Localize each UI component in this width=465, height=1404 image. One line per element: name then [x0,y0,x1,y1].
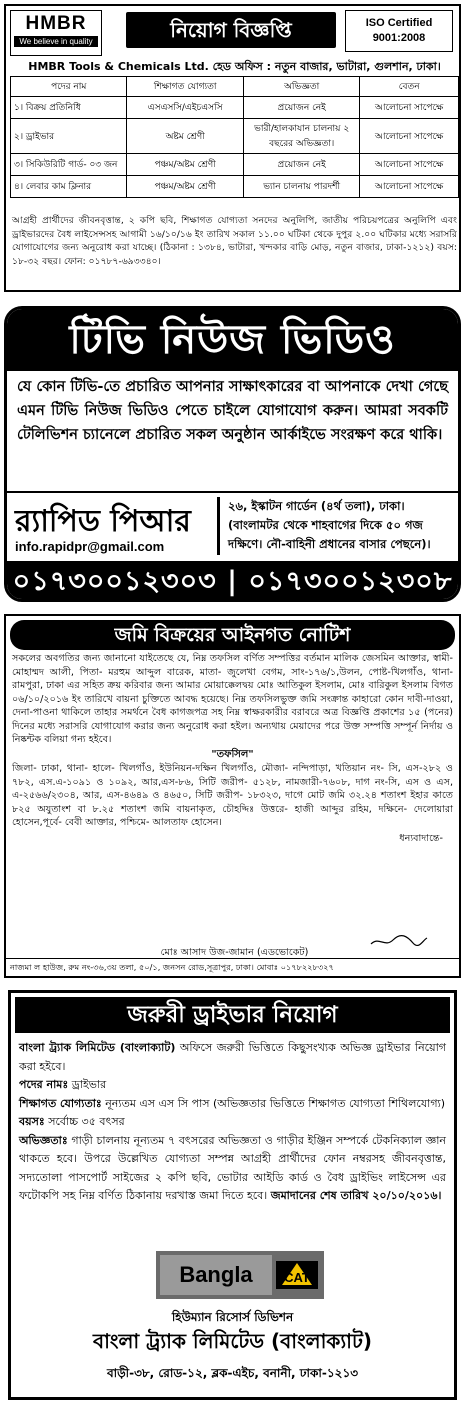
logo-word: Bangla [179,1262,253,1287]
job-table [10,76,459,198]
email-address[interactable]: info.rapidpr@gmail.com [15,539,165,554]
table-cell: ২। ড্রাইভার [11,119,127,154]
land-sale-notice [4,614,461,978]
intro-paragraph [19,1039,446,1076]
table-cell: ১। বিক্রয় প্রতিনিধি [11,97,127,119]
ad2-address: ২৬, ইস্কাটন গার্ডেন (৪র্থ তলা), ঢাকা। (বাংলামটর থেকে শাহবাগের দিকে ৫০ গজ দক্ষিণে। নৌ-বাহিনী প্রধানের বাসার পেছনে)। [217,497,455,555]
age-label: বয়সঃ [19,1115,45,1128]
tv-news-video-ad [4,306,461,602]
table-cell: ৩। সিকিউরিটি গার্ড- ০৩ জন [11,154,127,176]
ad2-body: যে কোন টিভি-তে প্রচারিত আপনার সাক্ষাৎকারের বা আপনাকে দেখা গেছে এমন টিভি নিউজ ভিডিও পেতে চাইলে যোগাযোগ করুন। আমরা সবকটি টেলিভিশন চ্যানেলে প্রচারিত সকল অনুষ্ঠান আর্কাইভে সংরক্ষণ করে থাকি। [17,379,448,443]
table-header-row [11,77,459,97]
hr-division: হিউম্যান রিসোর্স ডিভিশন [171,1310,294,1324]
ad2-title: টিভি নিউজ ভিডিও [7,309,458,371]
table-cell: অষ্টম শ্রেণী [127,119,243,154]
iso-badge [345,10,453,52]
company-name: বাংলা ট্র্যাক লিমিটেড (বাংলাক্যাট) [92,1329,373,1353]
ad3-footer: নাজমা ল হাউজ, রুম নং-৩৬,৩য় তলা, ৫০/১, জনসন রোড,সূত্রাপুর, ঢাকা। মোবাঃ ০১৭৮২২৮৩২৭ [6,958,459,976]
table-cell: ভ্যান চালনায় পারদর্শী [243,176,359,198]
table-row [11,154,459,176]
hmbr-logo [10,10,102,56]
intro-text: অফিসে জরুরী ভিত্তিতে কিছুসংখ্যক অভিজ্ঞ ড্রাইভার নিয়োগ করা হইবে। [19,1041,446,1073]
education-line [19,1095,446,1114]
col-header: অভিজ্ঞতা [243,77,359,97]
col-header: শিক্ষাগত যোগ্যতা [127,77,243,97]
education-value: নূন্যতম এস এস সি পাস (অভিজ্ঞতার ভিত্তিতে শিক্ষাগত যোগ্যতা শিথিলযোগ্য) [101,1096,446,1110]
company-address: বাড়ী-৩৮, রোড-১২, ব্লক-এইচ, বনানী, ঢাকা-১২১৩ [106,1366,359,1380]
table-row [11,119,459,154]
table-row [11,97,459,119]
age-value: সর্বোচ্চ ৩৫ বৎসর [44,1115,125,1128]
col-header: বেতন [360,77,459,97]
col-header: পদের নাম [11,77,127,97]
table-cell: প্রয়োজন নেই [243,154,359,176]
iso-line2: 9001:2008 [372,32,426,44]
table-cell: এসএসসি/এইচএসসি [127,97,243,119]
schedule-paragraph: জিলা- ঢাকা, থানা- হালে- খিলগাঁও, ইউনিয়ন-দক্ষিন খিলগাঁও, মৌজা- নন্দিপাড়া, খতিয়ান নং- সি, এস-২৮২ ও ৭৮২, এস.এ-১০৯১ ও ১০৯২, আর,এস-৮৬, সিটি জরীপ- ৫১২৮, নামজারী-৭৬০৮, দাগ নং-সি, এস ও এস, এ-২৫৬৬/২৩০৪, আর, এস-৪৬৪৯ ও ৪৬৫০, সিটি জরীপ- ১৮৩২৩, দাগে মোট জমি ৩২.২৪ শতাংশ ইহার কাতে ৮২৫ অযুতাংশ বা ৮.২৫ শতাংশ জমি বায়নাকৃত, চৌহদ্দিঃ উত্তরে- হাজী আব্দুর রহিম, দক্ষিনে- দেলোয়ারা হোসেন,পূর্বে- বেবী আক্তার, পশ্চিমে- আলতাফ হোসেন। [12,763,453,828]
post-value: ড্রাইভার [68,1078,107,1091]
deadline: জমাদানের শেষ তারিখ ২০/১০/২০১৬। [270,1189,442,1202]
logo-tagline: We believe in quality [14,36,98,47]
ad2-contact-block [7,491,458,561]
experience-value: গাড়ী চালনায় নূন্যতম ৭ বৎসরের অভিজ্ঞতা ও গাড়ীর ইঞ্জিন সম্পর্কে টেকনিক্যাল জ্ঞান থাকতে হবে। উপরে উল্লেখিত যোগ্যতা সম্পন্ন আগ্রহী প্রার্থীদের ফোন নম্বরসহ জীবনবৃত্তান্ত, সদ্যতোলা পাসপোর্ট সাইজের ২ কপি ছবি, ভোটার আইডি কার্ড ও বৈধ ড্রাইভিং লাইসেন্স এর ফটোকপি সহ নিম্ন বর্ণিত ঠিকানায় দরখাস্ত জমা দিতে হবে। [19,1133,446,1202]
iso-line1: ISO Certified [365,17,433,29]
table-cell: আলোচনা সাপেক্ষে [360,154,459,176]
ad1-body: আগ্রহী প্রার্থীদের জীবনবৃত্তান্ত, ২ কপি ছবি, শিক্ষাগত যোগ্যতা সনদের অনুলিপি, জাতীয় পরিচয়পত্রের অনুলিপি এবং ড্রাইভারদের বৈধ লাইসেন্সসহ আগামী ১৬/১০/১৬ ইং তারিখ সকাল ১১.০০ ঘটিকা থেকে দুপুর ২.০০ ঘটিকার মধ্যে সরাসরি যোগাযোগের জন্য অনুরোধ করা যাচ্ছে। (ঠিকানা : ১৩৮৪, ভাটারা, খন্দকার বাড়ি মোড়, নতুন বাজার, ঢাকা-১২১২) বয়স: ১৮-৩২ বছর। ফোন: ০১৭৮৭-৬৯৩৩৪০। [12,215,457,267]
table-cell: ৪। লেবার কাম ক্লিনার [11,176,127,198]
logo-text: HMBR [25,13,87,34]
thanks-text: ধন্যবাদান্তে- [399,832,443,844]
table-cell: আলোচনা সাপেক্ষে [360,97,459,119]
experience-line [19,1132,446,1206]
post-label: পদের নামঃ [19,1078,69,1091]
schedule-heading: "তফসিল" [211,748,254,760]
ad3-body [6,650,459,845]
table-cell: পঞ্চম/অষ্টম শ্রেণী [127,154,243,176]
phone-numbers: ০১৭৩০০১২৩০৩ | ০১৭৩০০১২৩০৮ [7,561,458,602]
table-cell: প্রয়োজন নেই [243,97,359,119]
ad4-body [11,1037,454,1206]
notice-paragraph: সকলের অবগতির জন্য জানানো যাইতেছে যে, নিম্ন তফসিল বর্ণিত সম্পত্তির বর্তমান মালিক জেসমিন আক্তার, স্বামী- মোহাম্মদ আলী, পিতা- মরহুম আব্দুল বারেক, মাতা- জুলেখা বেগম, সাং-১৭৬/১,উলন, পোষ্ট-খিলগাঁও, থানা- রামপুরা, ঢাকা এর সহিত ক্রয় করিবার জন্য আমার মোয়াক্কেলদ্বয় মোঃ আতিকুল ইসলাম, মোঃ বারিকুল ইসলাম বিগত ০৬/১০/২০১৬ ইং তারিখে বায়না চুক্তিতে আবদ্ধ হয়েছে। নিম্ন তফসিলভুক্ত জমি সংক্রান্ত কাহারো কোন দাবী-দাওয়া, দেনা-পাওনা থাকিলে তাহার সমর্থনে বৈধ কাগজপত্র সহ নিম্ন স্বাক্ষরকারীর বরাবরে অত্র বিজ্ঞপ্তি প্রকাশের ১৫ (পনের) দিনের মধ্যে সরাসরি যোগাযোগ করার জন্য অনুরোধ করা হইল। অন্যথায় মেয়াদের পরে উক্ত সম্পত্তি সম্পূর্ন নির্দায় ও নিষ্কন্টক বলিয়া গন্য হইবে। [12,653,453,745]
education-label: শিক্ষাগত যোগ্যতাঃ [19,1096,102,1110]
post-line [19,1076,446,1095]
table-cell: আলোচনা সাপেক্ষে [360,119,459,154]
table-cell: পঞ্চম/অষ্টম শ্রেণী [127,176,243,198]
logo-cat: CAT [284,1270,310,1285]
table-cell: আলোচনা সাপেক্ষে [360,176,459,198]
ad4-title: জরুরী ড্রাইভার নিয়োগ [15,997,450,1033]
experience-label: অভিজ্ঞতাঃ [19,1133,68,1147]
rapid-pr-brand: র‍্যাপিড পিআর [15,504,191,539]
ad1-title: নিয়োগ বিজ্ঞপ্তি [126,12,336,48]
age-line [19,1113,446,1132]
bangla-cat-logo [156,1251,324,1299]
driver-recruitment-ad [8,990,457,1400]
table-row [11,176,459,198]
hmbr-job-ad [4,4,461,292]
table-cell: ভারী/হালকাযান চালনায় ২ বছরের অভিজ্ঞতা। [243,119,359,154]
ad3-title: জমি বিক্রয়ের আইনগত নোটিশ [10,620,455,650]
advocate-name: মোঃ আসাদ উজ-জামান (এডভোকেট) [160,947,309,958]
company-line: HMBR Tools & Chemicals Ltd. হেড অফিস : নতুন বাজার, ভাটারা, গুলশান, ঢাকা। [28,60,441,73]
intro-company: বাংলা ট্র্যাক লিমিটেড (বাংলাক্যাট) [19,1041,176,1054]
